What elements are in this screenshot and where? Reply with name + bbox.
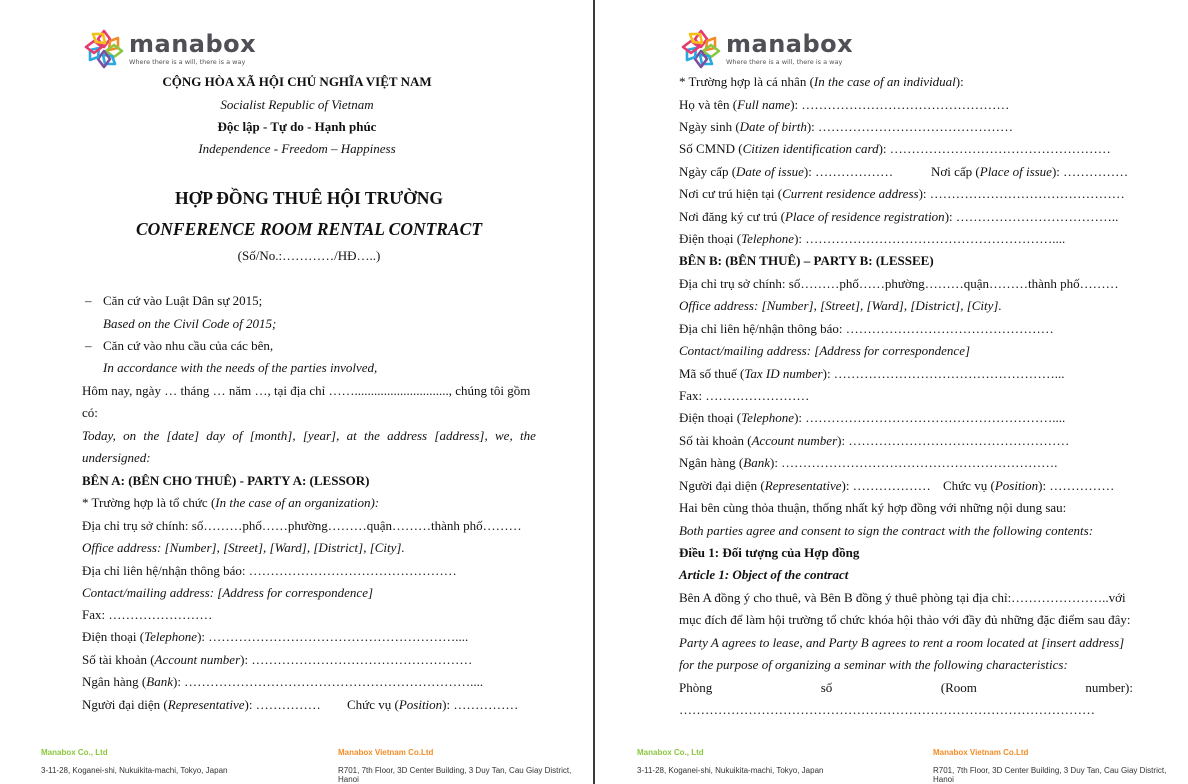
word: number): <box>1085 680 1133 695</box>
registration-label-vi: Nơi đăng ký cư trú ( <box>679 209 785 224</box>
rep-label-en: Representative <box>764 478 842 493</box>
room-number-blank: …………………………………………………………………………………… <box>679 702 1095 717</box>
phone-blank: ): ………………………………………………….... <box>794 231 1066 246</box>
issue-place-blank: ): …………… <box>1051 164 1129 179</box>
position-blank: ): …………… <box>442 697 519 712</box>
contract-title-vi: HỢP ĐỒNG THUÊ HỘI TRƯỜNG <box>174 188 444 208</box>
residence-field <box>679 186 1125 201</box>
word: of <box>232 428 243 443</box>
position-label-en: Position <box>994 478 1039 493</box>
phone-field <box>82 629 468 644</box>
individual-case-line <box>679 74 964 89</box>
bank-blank: ): ………………………………………………………….... <box>172 674 484 689</box>
account-label-en: Account number <box>751 433 838 448</box>
registration-field <box>679 209 1118 224</box>
phone-label-en: Telephone <box>144 629 198 644</box>
basis-dash-2: – <box>85 338 92 353</box>
footer-address-vn-1: R701, 7th Floor, 3D Center Building, 3 Duy Tan, Cau Giay District, <box>933 766 1167 775</box>
id-blank: ): …………………………………………… <box>878 141 1111 156</box>
footer-address-jp: 3-11-28, Koganei-shi, Nukuikita-machi, Tokyo, Japan <box>41 766 228 775</box>
issue-date-blank: ): ……………… <box>803 164 894 179</box>
word: the <box>364 428 380 443</box>
intro-en-line2: undersigned: <box>82 450 151 465</box>
full-name-field <box>679 97 1009 112</box>
dob-label-vi: Ngày sinh ( <box>679 119 740 134</box>
position-blank: ): …………… <box>1038 478 1115 493</box>
tax-label-vi: Mã số thuế ( <box>679 366 745 381</box>
individual-case-end: ): <box>955 74 964 89</box>
bank-label-vi: Ngân hàng ( <box>82 674 147 689</box>
word: [month], <box>249 428 296 443</box>
dob-field <box>679 119 1013 134</box>
org-case-vi: * Trường hợp là tổ chức ( <box>82 495 216 510</box>
phone-label-en: Telephone <box>741 410 795 425</box>
basis-dash-1: – <box>85 293 92 308</box>
full-name-blank: ): ………………………………………… <box>790 97 1010 112</box>
bank-field <box>82 674 483 689</box>
word: [date] <box>166 428 200 443</box>
logo-wordmark: manabox <box>726 30 854 58</box>
office-address-vi: Địa chỉ trụ sở chính: số………phố……phường………quận………thành phố……… <box>679 276 1119 291</box>
id-card-field <box>679 141 1111 156</box>
office-address-en: Office address: [Number], [Street], [Ward], [District], [City]. <box>82 540 405 555</box>
footer-address-vn-1: R701, 7th Floor, 3D Center Building, 3 Duy Tan, Cau Giay District, <box>338 766 572 775</box>
representative-field <box>679 478 931 493</box>
org-case-line <box>82 495 379 510</box>
basis-1-en: Based on the Civil Code of 2015; <box>103 316 277 331</box>
rep-label-en: Representative <box>167 697 245 712</box>
contact-address-vi: Địa chỉ liên hệ/nhận thông báo: ………………………………………… <box>679 321 1054 336</box>
country-name-vi: CỘNG HÒA XÃ HỘI CHỦ NGHĨA VIỆT NAM <box>162 74 432 89</box>
residence-label-en: Current residence address <box>782 186 919 201</box>
manabox-logo <box>82 27 256 71</box>
word: address <box>387 428 428 443</box>
word: we, <box>495 428 513 443</box>
registration-label-en: Place of residence registration <box>784 209 945 224</box>
basis-2-vi: Căn cứ vào nhu cầu của các bên, <box>103 338 274 353</box>
org-case-en: In the case of an organization): <box>215 495 380 510</box>
article-1-en-line1: Party A agrees to lease, and Party B agrees to rent a room located at [insert address] <box>679 635 1125 650</box>
issue-date-field <box>679 164 893 179</box>
document-page-right <box>596 0 1188 784</box>
word: at <box>346 428 357 443</box>
word: the <box>143 428 160 443</box>
bank-field <box>679 455 1057 470</box>
intro-en-line1 <box>82 428 536 443</box>
individual-case-vi: * Trường hợp là cá nhân ( <box>679 74 814 89</box>
footer-company-jp: Manabox Co., Ltd <box>637 748 704 757</box>
article-1-heading-vi: Điều 1: Đối tượng của Hợp đồng <box>679 545 860 560</box>
manabox-logo <box>679 27 853 71</box>
account-label-vi: Số tài khoản ( <box>679 433 752 448</box>
individual-case-en: In the case of an individual <box>813 74 956 89</box>
account-field <box>679 433 1069 448</box>
phone-blank: ): ………………………………………………….... <box>197 629 469 644</box>
representative-field <box>82 697 321 712</box>
logo-wordmark: manabox <box>129 30 257 58</box>
position-label-vi: Chức vụ ( <box>347 697 399 712</box>
rep-label-vi: Người đại diện ( <box>82 697 168 712</box>
registration-blank: ): ……………………………….. <box>944 209 1119 224</box>
contract-number: (Số/No.:…………/HĐ…..) <box>237 248 381 263</box>
intro-vi-line2: có: <box>82 405 98 420</box>
issue-date-label-vi: Ngày cấp ( <box>679 164 737 179</box>
country-name-en: Socialist Republic of Vietnam <box>220 97 374 112</box>
footer-company-vn: Manabox Vietnam Co.Ltd <box>338 748 434 757</box>
office-address-en: Office address: [Number], [Street], [Ward], [District], [City]. <box>679 298 1002 313</box>
issue-place-label-en: Place of issue <box>979 164 1052 179</box>
rep-blank: ): …………… <box>244 697 321 712</box>
article-1-en-line2: for the purpose of organizing a seminar with the following characteristics: <box>679 657 1068 672</box>
phone-field-b <box>679 410 1065 425</box>
fax-field: Fax: …………………… <box>679 388 810 403</box>
contact-address-en: Contact/mailing address: [Address for correspondence] <box>82 585 374 600</box>
footer-address-jp: 3-11-28, Koganei-shi, Nukuikita-machi, Tokyo, Japan <box>637 766 824 775</box>
article-1-vi-line2: mục đích để làm hội trường tổ chức khóa hội thảo với đầy đủ những đặc điểm sau đây: <box>679 612 1131 627</box>
bank-label-en: Bank <box>743 455 770 470</box>
word: on <box>123 428 137 443</box>
bank-label-en: Bank <box>146 674 173 689</box>
phone-label-vi: Điện thoại ( <box>679 231 742 246</box>
tax-id-field <box>679 366 1065 381</box>
position-label-en: Position <box>398 697 443 712</box>
tax-label-en: Tax ID number <box>744 366 823 381</box>
agreement-vi: Hai bên cùng thỏa thuận, thống nhất ký hợp đồng với những nội dung sau: <box>679 500 1067 515</box>
rep-blank: ): ……………… <box>841 478 931 493</box>
id-label-en: Citizen identification card <box>742 141 879 156</box>
position-field <box>347 697 518 712</box>
account-blank: ): …………………………………………… <box>240 652 473 667</box>
contract-title-en: CONFERENCE ROOM RENTAL CONTRACT <box>135 219 483 239</box>
issue-place-label-vi: Nơi cấp ( <box>931 164 980 179</box>
phone-label-vi: Điện thoại ( <box>679 410 742 425</box>
account-label-vi: Số tài khoản ( <box>82 652 155 667</box>
dob-blank: ): ……………………………………… <box>806 119 1014 134</box>
phone-label-vi: Điện thoại ( <box>82 629 145 644</box>
position-label-vi: Chức vụ ( <box>943 478 995 493</box>
footer-company-vn: Manabox Vietnam Co.Ltd <box>933 748 1029 757</box>
contact-address-en: Contact/mailing address: [Address for correspondence] <box>679 343 971 358</box>
party-b-heading: BÊN B: (BÊN THUÊ) – PARTY B: (LESSEE) <box>679 253 934 268</box>
intro-vi-line1: Hôm nay, ngày … tháng … năm …, tại địa chỉ ……............................., chúng tôi gồm <box>82 383 531 398</box>
motto-en: Independence - Freedom – Happiness <box>198 141 396 156</box>
residence-blank: ): ……………………………………… <box>918 186 1125 201</box>
full-name-label-en: Full name <box>737 97 791 112</box>
article-1-heading-en: Article 1: Object of the contract <box>679 567 849 582</box>
word: Today, <box>82 428 116 443</box>
word: (Room <box>940 680 977 695</box>
footer-address-vn-2: Hanoi <box>338 775 359 784</box>
word: số <box>820 680 833 695</box>
residence-label-vi: Nơi cư trú hiện tại ( <box>679 186 783 201</box>
rep-label-vi: Người đại diện ( <box>679 478 765 493</box>
basis-2-en: In accordance with the needs of the parties involved, <box>103 360 378 375</box>
party-a-heading: BÊN A: (BÊN CHO THUÊ) - PARTY A: (LESSOR) <box>82 473 370 488</box>
basis-1-vi: Căn cứ vào Luật Dân sự 2015; <box>103 293 263 308</box>
bank-label-vi: Ngân hàng ( <box>679 455 744 470</box>
word: Phòng <box>679 680 713 695</box>
account-label-en: Account number <box>154 652 241 667</box>
issue-place-field <box>931 164 1128 179</box>
page-divider <box>593 0 595 784</box>
dob-label-en: Date of birth <box>739 119 807 134</box>
article-1-vi-line1: Bên A đồng ý cho thuê, và Bên B đồng ý thuê phòng tại địa chỉ:…………………..với <box>679 590 1126 605</box>
position-field <box>943 478 1114 493</box>
contact-address-vi: Địa chỉ liên hệ/nhận thông báo: ………………………………………… <box>82 563 457 578</box>
fax-field: Fax: …………………… <box>82 607 213 622</box>
id-label-vi: Số CMND ( <box>679 141 743 156</box>
account-field <box>82 652 472 667</box>
manabox-flower-icon <box>82 27 126 71</box>
logo-tagline: Where there is a will, there is a way <box>726 58 843 66</box>
tax-blank: ): ……………………………………………... <box>822 366 1065 381</box>
issue-date-label-en: Date of issue <box>736 164 804 179</box>
word: [year], <box>302 428 340 443</box>
agreement-en: Both parties agree and consent to sign the contract with the following contents: <box>679 523 1094 538</box>
full-name-label-vi: Họ và tên ( <box>679 97 738 112</box>
phone-label-en: Telephone <box>741 231 795 246</box>
bank-blank: ): ………………………………………………………. <box>769 455 1058 470</box>
word: the <box>519 428 536 443</box>
account-blank: ): …………………………………………… <box>837 433 1070 448</box>
manabox-flower-icon <box>679 27 723 71</box>
phone-blank: ): ………………………………………………….... <box>794 410 1066 425</box>
word: [address], <box>434 428 488 443</box>
footer-company-jp: Manabox Co., Ltd <box>41 748 108 757</box>
logo-tagline: Where there is a will, there is a way <box>129 58 246 66</box>
phone-field <box>679 231 1065 246</box>
office-address-vi: Địa chỉ trụ sở chính: số………phố……phường………quận………thành phố……… <box>82 518 522 533</box>
motto-vi: Độc lập - Tự do - Hạnh phúc <box>217 119 377 134</box>
footer-address-vn-2: Hanoi <box>933 775 954 784</box>
room-number-line <box>679 680 1133 695</box>
word: day <box>206 428 226 443</box>
